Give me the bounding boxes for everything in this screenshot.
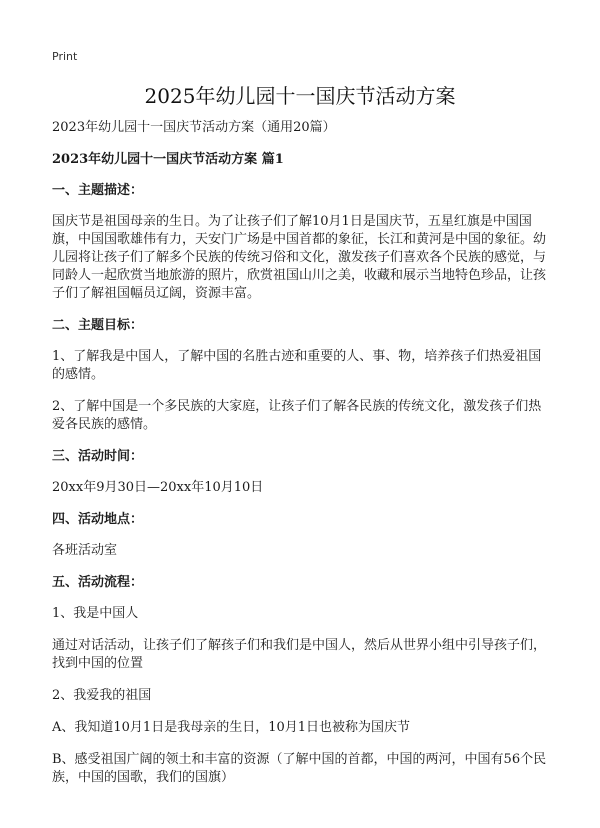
- document-body: [52, 119, 548, 801]
- section-3-body: 20xx年9月30日—20xx年10月10日: [52, 480, 264, 495]
- section-4-body: 各班活动室: [52, 543, 118, 558]
- section-heading-5: 五、活动流程：: [52, 575, 144, 590]
- page-title: 2025年幼儿园十一国庆节活动方案: [144, 84, 456, 108]
- section-heading-2: 二、主题目标：: [52, 318, 144, 333]
- print-label: Print: [52, 50, 78, 63]
- section-heading-4: 四、活动地点：: [52, 512, 144, 527]
- section-5-item-2: 2、我爱我的祖国: [52, 688, 152, 703]
- section-1-body: 国庆节是祖国母亲的生日。为了让孩子们了解10月1日是国庆节，五星红旗是中国国旗，中国国歌雄伟有力，天安门广场是中国首都的象征，长江和黄河是中国的象征。幼儿园将让孩子们了解多个民族的传统习俗和文化，激发孩子们喜欢各个民族的感觉，与同龄人一起欣赏当地旅游的照片，欣赏祖国山川之美，收藏和展示当地特色珍品，让孩子们了解祖国幅员辽阔，资源丰富。: [52, 214, 547, 301]
- document-subtitle: 2023年幼儿园十一国庆节活动方案（通用20篇）: [52, 120, 336, 135]
- plan-heading: 2023年幼儿园十一国庆节活动方案 篇1: [52, 152, 284, 167]
- section-heading-1: 一、主题描述：: [52, 183, 144, 198]
- section-heading-3: 三、活动时间：: [52, 449, 144, 464]
- section-2-item-2: 2、了解中国是一个多民族的大家庭，让孩子们了解各民族的传统文化，激发孩子们热爱各民族的感情。: [52, 399, 542, 432]
- section-5-item-1-body: 通过对话活动，让孩子们了解孩子们和我们是中国人，然后从世界小组中引导孩子们，找到中国的位置: [52, 638, 547, 671]
- section-5-item-2-b: B、感受祖国广阔的领土和丰富的资源（了解中国的首都，中国的两河，中国有56个民族，中国的国歌，我们的国旗）: [52, 752, 547, 785]
- section-5-item-1: 1、我是中国人: [52, 606, 139, 621]
- section-5-item-2-a: A、我知道10月1日是我母亲的生日，10月1日也被称为国庆节: [52, 720, 411, 735]
- section-2-item-1: 1、了解我是中国人，了解中国的名胜古迹和重要的人、事、物，培养孩子们热爱祖国的感情。: [52, 349, 542, 382]
